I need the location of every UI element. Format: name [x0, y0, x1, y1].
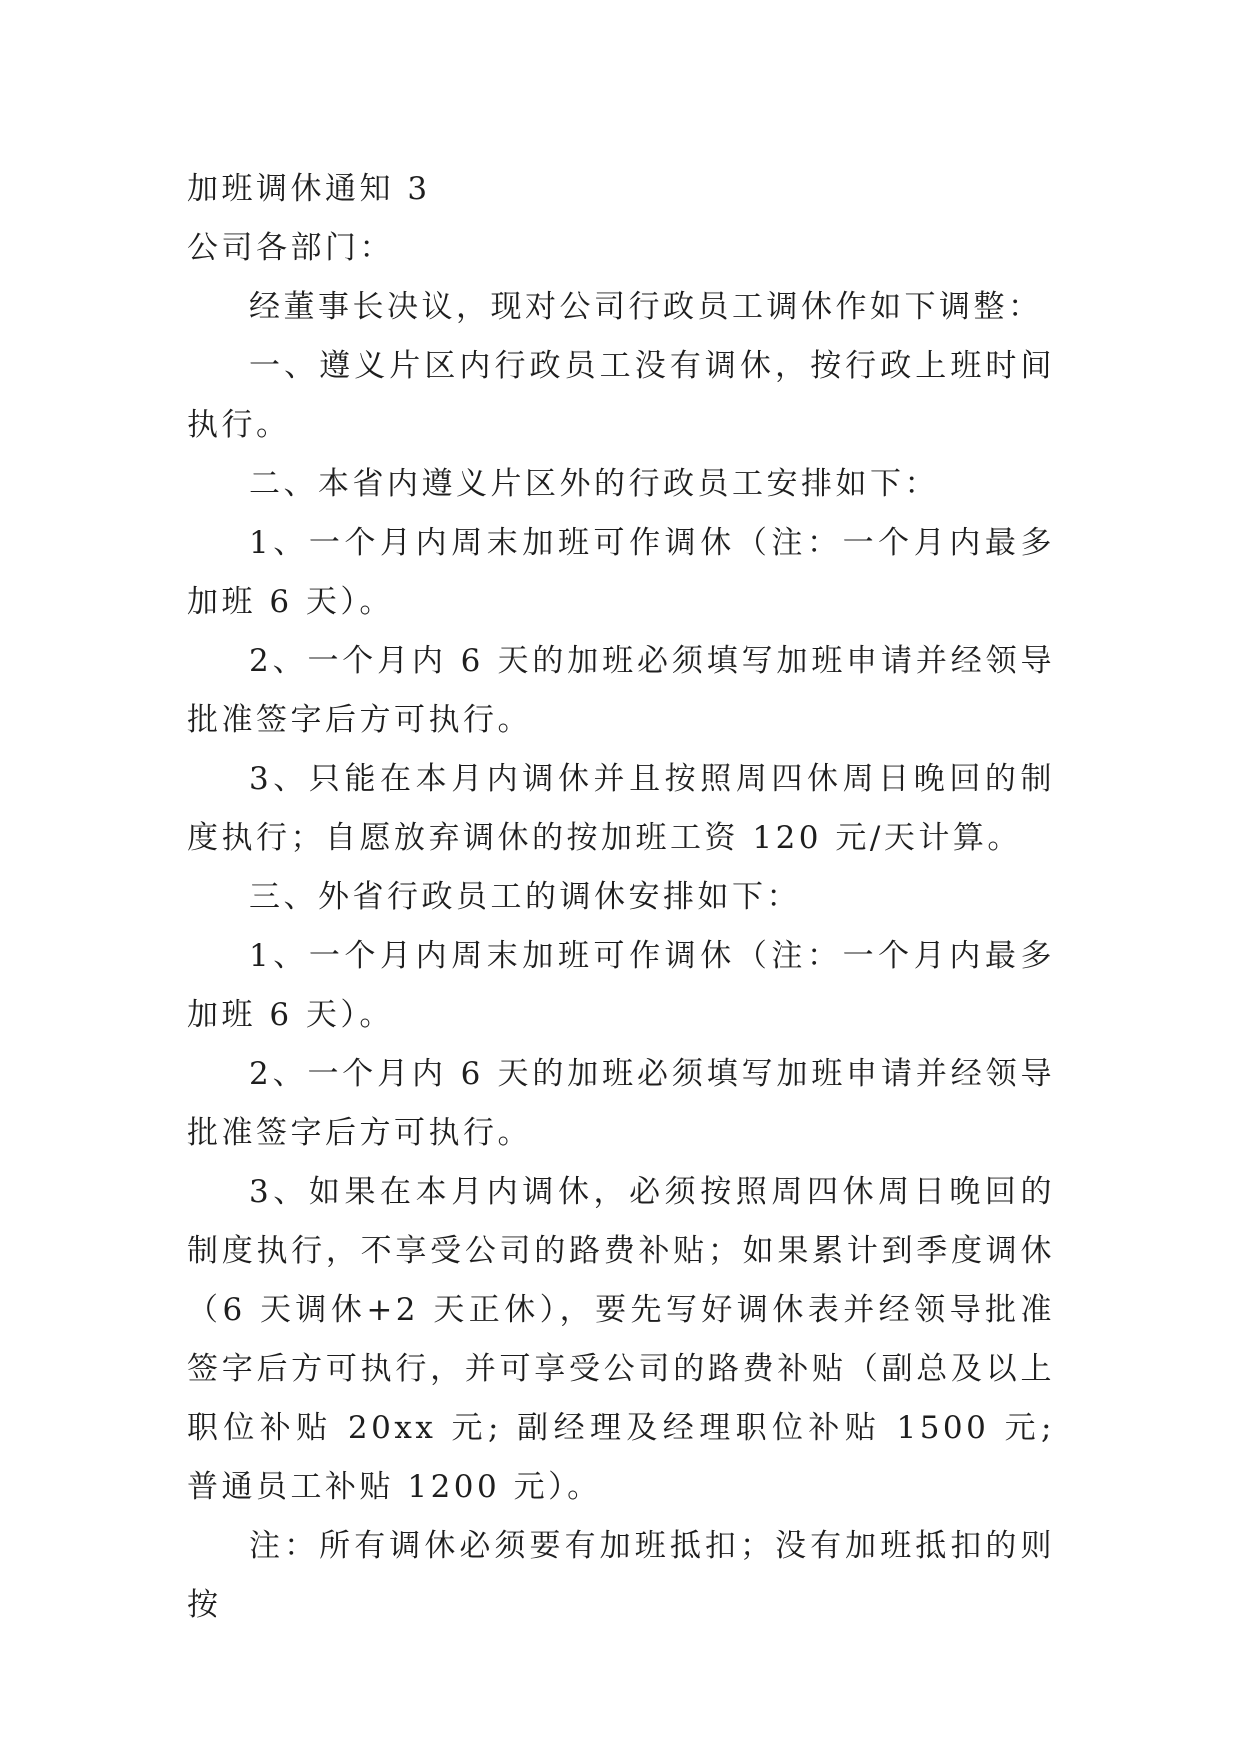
- paragraph-section-3-item-1: 1、一个月内周末加班可作调休（注：一个月内最多加班 6 天）。: [187, 938, 1055, 1033]
- paragraph-section-3: 三、外省行政员工的调休安排如下：: [249, 879, 801, 915]
- paragraph-section-2: 二、本省内遵义片区外的行政员工安排如下：: [249, 466, 939, 502]
- paragraph-section-3-item-3: 3、如果在本月内调休，必须按照周四休周日晚回的制度执行，不享受公司的路费补贴；如果累计到季度调休（6 天调休+2 天正休），要先写好调休表并经领导批准签字后方可执行，并可享受公司的路费补贴（副总及以上职位补贴 20xx 元; 副经理及经理职位补贴 1500 元; 普通员工补贴 1200 元）。: [187, 1174, 1055, 1505]
- paragraph-section-3-item-2: 2、一个月内 6 天的加班必须填写加班申请并经领导批准签字后方可执行。: [187, 1056, 1055, 1151]
- paragraph-section-1: 一、遵义片区内行政员工没有调休，按行政上班时间执行。: [187, 348, 1055, 443]
- salutation: 公司各部门：: [187, 230, 394, 266]
- paragraph-note: 注：所有调休必须要有加班抵扣；没有加班抵扣的则按: [187, 1528, 1055, 1623]
- paragraph-section-2-item-1: 1、一个月内周末加班可作调休（注：一个月内最多加班 6 天）。: [187, 525, 1055, 620]
- document-title: 加班调休通知 3: [187, 171, 431, 207]
- paragraph-intro: 经董事长决议，现对公司行政员工调休作如下调整：: [249, 289, 1043, 325]
- paragraph-section-2-item-2: 2、一个月内 6 天的加班必须填写加班申请并经领导批准签字后方可执行。: [187, 643, 1055, 738]
- paragraph-section-2-item-3: 3、只能在本月内调休并且按照周四休周日晚回的制度执行；自愿放弃调休的按加班工资 120 元/天计算。: [187, 761, 1055, 856]
- document-body: [187, 160, 1055, 1635]
